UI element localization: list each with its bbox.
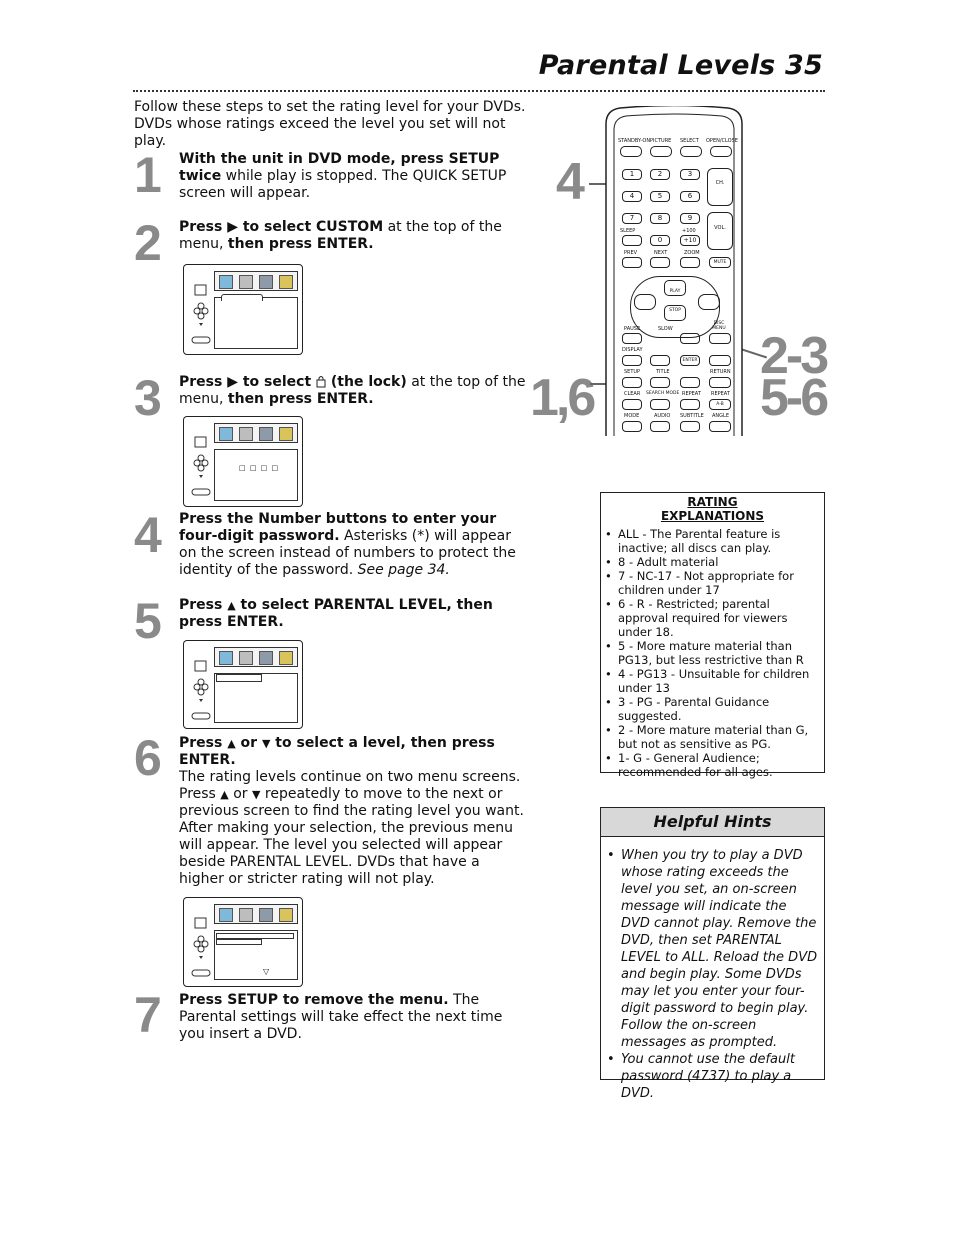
custom-icon [219, 651, 233, 665]
up-arrow-icon: ▲ [227, 737, 236, 750]
list-item: • 7 - NC-17 - Not appropriate for children under 17 [605, 569, 818, 597]
setup-menu-screen-password [183, 416, 303, 507]
list-item: • 2 - More mature material than G, but not as sensitive as PG. [605, 723, 818, 751]
audio-icon [259, 651, 273, 665]
helpful-hints-title: Helpful Hints [601, 808, 824, 837]
open-close-label: OPEN/CLOSE [706, 138, 738, 144]
step-number-6: 6 [134, 730, 162, 786]
step-number-2: 2 [134, 215, 162, 271]
fast-forward-button[interactable] [698, 294, 720, 310]
down-arrow-icon: ▼ [252, 788, 261, 801]
page-title: Parental Levels 35 [538, 50, 823, 81]
menu-panel [214, 449, 298, 501]
angle-button[interactable] [709, 421, 731, 432]
list-item: • When you try to play a DVD whose rating exceeds the level you set, an on-screen message will indicate the DVD cannot play. Remove the DVD, then set PARENTAL LEVEL to ALL. Reload the DVD and begin play. Some DVDs may let you enter your four-digit password to begin play. Follow the on-screen messages as prompted. [607, 847, 818, 1051]
search-mode-label: SEARCH MODE [646, 391, 680, 396]
picture-button[interactable] [650, 146, 672, 157]
clear-button[interactable] [622, 399, 642, 410]
rewind-button[interactable] [634, 294, 656, 310]
lock-icon [279, 908, 293, 922]
next-button[interactable] [650, 257, 670, 268]
rating-title-line-2: EXPLANATIONS [660, 509, 765, 523]
number-5-button[interactable]: 5 [650, 191, 670, 202]
menu-icon-bar [214, 423, 298, 443]
angle-label: ANGLE [712, 413, 729, 419]
channel-rocker[interactable] [707, 168, 733, 206]
remote-nav-icon [191, 659, 211, 725]
audio-icon [259, 275, 273, 289]
left-button[interactable] [650, 355, 670, 366]
general-icon [239, 275, 253, 289]
callout-steps-5-6: 5-6 [760, 369, 827, 427]
custom-icon [219, 275, 233, 289]
prev-label: PREV [624, 250, 638, 256]
plus100-label: +100 [682, 228, 696, 234]
custom-icon [219, 427, 233, 441]
standby-label: STANDBY-ON [618, 138, 651, 144]
rating-list [605, 527, 818, 779]
clear-label: CLEAR [624, 391, 641, 397]
audio-label: AUDIO [654, 413, 671, 419]
remote-nav-icon [191, 283, 211, 349]
zoom-button[interactable] [680, 257, 700, 268]
plus10-button[interactable]: +10 [680, 235, 700, 246]
list-item: • 1- G - General Audience; recommended for all ages. [605, 751, 818, 779]
callout-steps-1-6: 1,6 [530, 369, 594, 427]
list-item: • ALL - The Parental feature is inactive; all discs can play. [605, 527, 818, 555]
list-item: • 3 - PG - Parental Guidance suggested. [605, 695, 818, 723]
setup-menu-screen-lock [183, 640, 303, 729]
enter-button[interactable]: ENTER [680, 355, 700, 366]
volume-rocker[interactable] [707, 212, 733, 250]
dotted-divider [133, 90, 825, 92]
mode-button[interactable] [622, 421, 642, 432]
repeat-ab-label: REPEAT [711, 391, 730, 397]
right-button[interactable] [709, 355, 731, 366]
return-button[interactable] [709, 377, 731, 388]
number-4-button[interactable]: 4 [622, 191, 642, 202]
general-icon [239, 651, 253, 665]
disc-menu-label: DISC MENU [712, 321, 726, 331]
menu-icon-bar [214, 647, 298, 667]
stop-button[interactable]: STOP [664, 305, 686, 321]
general-icon [239, 427, 253, 441]
search-mode-button[interactable] [650, 399, 670, 410]
select-label: SELECT [680, 138, 699, 144]
menu-panel [214, 297, 298, 349]
setup-button[interactable] [622, 377, 642, 388]
list-item: • 8 - Adult material [605, 555, 818, 569]
step-number-4: 4 [134, 507, 162, 563]
callout-steps-2-3: 2-3 [760, 327, 827, 385]
setup-menu-screen-levels [183, 897, 303, 987]
step-number-1: 1 [134, 147, 162, 203]
up-arrow-icon: ▲ [227, 599, 236, 612]
lock-icon [316, 375, 326, 388]
menu-panel [214, 673, 298, 723]
list-item: • 5 - More mature material than PG13, but less restrictive than R [605, 639, 818, 667]
pause-label: PAUSE [624, 326, 641, 332]
rating-explanations-box [600, 492, 825, 779]
scroll-down-icon: ▽ [263, 967, 270, 976]
audio-icon [259, 908, 273, 922]
next-label: NEXT [654, 250, 668, 256]
audio-button[interactable] [650, 421, 670, 432]
step-number-7: 7 [134, 987, 162, 1043]
select-button[interactable] [680, 146, 702, 157]
number-8-button[interactable]: 8 [650, 213, 670, 224]
remote-nav-icon [191, 916, 211, 982]
prev-button[interactable] [622, 257, 642, 268]
setup-label: SETUP [624, 369, 641, 375]
return-label: RETURN [710, 369, 731, 375]
down-arrow-icon: ▼ [261, 737, 271, 750]
lock-icon [279, 275, 293, 289]
general-icon [239, 908, 253, 922]
number-0-button[interactable]: 0 [650, 235, 670, 246]
number-7-button[interactable]: 7 [622, 213, 642, 224]
step-3-text: Press ▶ to select (the lock) at the top of the menu, then press ENTER. [179, 374, 526, 407]
step-6-text: Press ▲ or ▼ to select a level, then press ENTER. The rating levels continue on two menu screens. Press ▲ or ▼ repeatedly to move to the next or previous screen to find the rating level you want. After making your selection, the previous menu will appear. The level you selected will appear beside PARENTAL LEVEL. DVDs that have a higher or stricter rating will not play. [179, 735, 524, 887]
number-6-button[interactable]: 6 [680, 191, 700, 202]
right-arrow-icon: ▶ [227, 219, 238, 235]
subtitle-label: SUBTITLE [680, 413, 704, 419]
number-1-button[interactable]: 1 [622, 169, 642, 180]
right-arrow-icon: ▶ [227, 374, 238, 390]
highlighted-row [216, 674, 262, 682]
subtitle-button[interactable] [680, 421, 700, 432]
step-1-text: With the unit in DVD mode, press SETUP twice while play is stopped. The QUICK SETUP screen will appear. [179, 151, 507, 201]
repeat-label: REPEAT [682, 391, 701, 397]
up-arrow-icon: ▲ [220, 788, 229, 801]
disc-menu-button[interactable] [709, 333, 731, 344]
standby-button[interactable] [620, 146, 642, 157]
callout-step-4: 4 [556, 153, 582, 211]
audio-icon [259, 427, 273, 441]
mute-button[interactable]: MUTE [709, 257, 731, 268]
rating-title-line-1: RATING [687, 495, 738, 509]
repeat-button[interactable] [680, 399, 700, 410]
menu-icon-bar [214, 904, 298, 924]
sleep-label: SLEEP [620, 228, 636, 234]
step-2-text: Press ▶ to select CUSTOM at the top of the menu, then press ENTER. [179, 219, 502, 252]
step-4-text: Press the Number buttons to enter your four-digit password. Asterisks (*) will appear on the screen instead of numbers to protect the identity of the password. See page 34. [179, 511, 516, 578]
intro-paragraph: Follow these steps to set the rating level for your DVDs. DVDs whose ratings exceed the level you set will not play. [134, 99, 526, 149]
setup-menu-screen-custom [183, 264, 303, 355]
password-boxes: □ □ □ □ [239, 464, 280, 472]
menu-panel [214, 930, 298, 980]
ch-label: CH. [715, 180, 725, 186]
picture-label: PICTURE [650, 138, 672, 144]
list-item: • 4 - PG13 - Unsuitable for children under 13 [605, 667, 818, 695]
number-3-button[interactable]: 3 [680, 169, 700, 180]
display-button[interactable] [622, 355, 642, 366]
pause-button[interactable] [622, 333, 642, 344]
title-button[interactable] [650, 377, 670, 388]
mode-label: MODE [624, 413, 640, 419]
open-close-button[interactable] [710, 146, 732, 157]
remote-control-illustration [600, 106, 748, 436]
list-item: • You cannot use the default password (4737) to play a DVD. [607, 1051, 818, 1102]
vol-label: VOL. [714, 225, 726, 231]
zoom-label: ZOOM [684, 250, 700, 256]
sleep-button[interactable] [622, 235, 642, 246]
helpful-hints-box [600, 807, 825, 1101]
menu-icon-bar [214, 271, 298, 291]
repeat-ab-button[interactable]: A-B [709, 399, 731, 410]
level-row [216, 939, 262, 945]
step-7-text: Press SETUP to remove the menu. The Parental settings will take effect the next time you insert a DVD. [179, 992, 503, 1042]
down-button[interactable] [680, 377, 700, 388]
number-9-button[interactable]: 9 [680, 213, 700, 224]
step-5-text: Press ▲ to select PARENTAL LEVEL, then press ENTER. [179, 597, 493, 630]
remote-nav-icon [191, 435, 211, 501]
display-label: DISPLAY [622, 347, 643, 353]
list-item: • 6 - R - Restricted; parental approval required for viewers under 18. [605, 597, 818, 639]
step-number-3: 3 [134, 370, 162, 426]
play-button[interactable]: PLAY [664, 280, 686, 296]
slow-label: SLOW [658, 326, 673, 332]
step-number-5: 5 [134, 593, 162, 649]
number-2-button[interactable]: 2 [650, 169, 670, 180]
lock-icon [279, 427, 293, 441]
up-button[interactable] [680, 333, 700, 344]
title-label: TITLE [656, 369, 670, 375]
custom-icon [219, 908, 233, 922]
lock-icon [279, 651, 293, 665]
hints-list [607, 847, 818, 1102]
